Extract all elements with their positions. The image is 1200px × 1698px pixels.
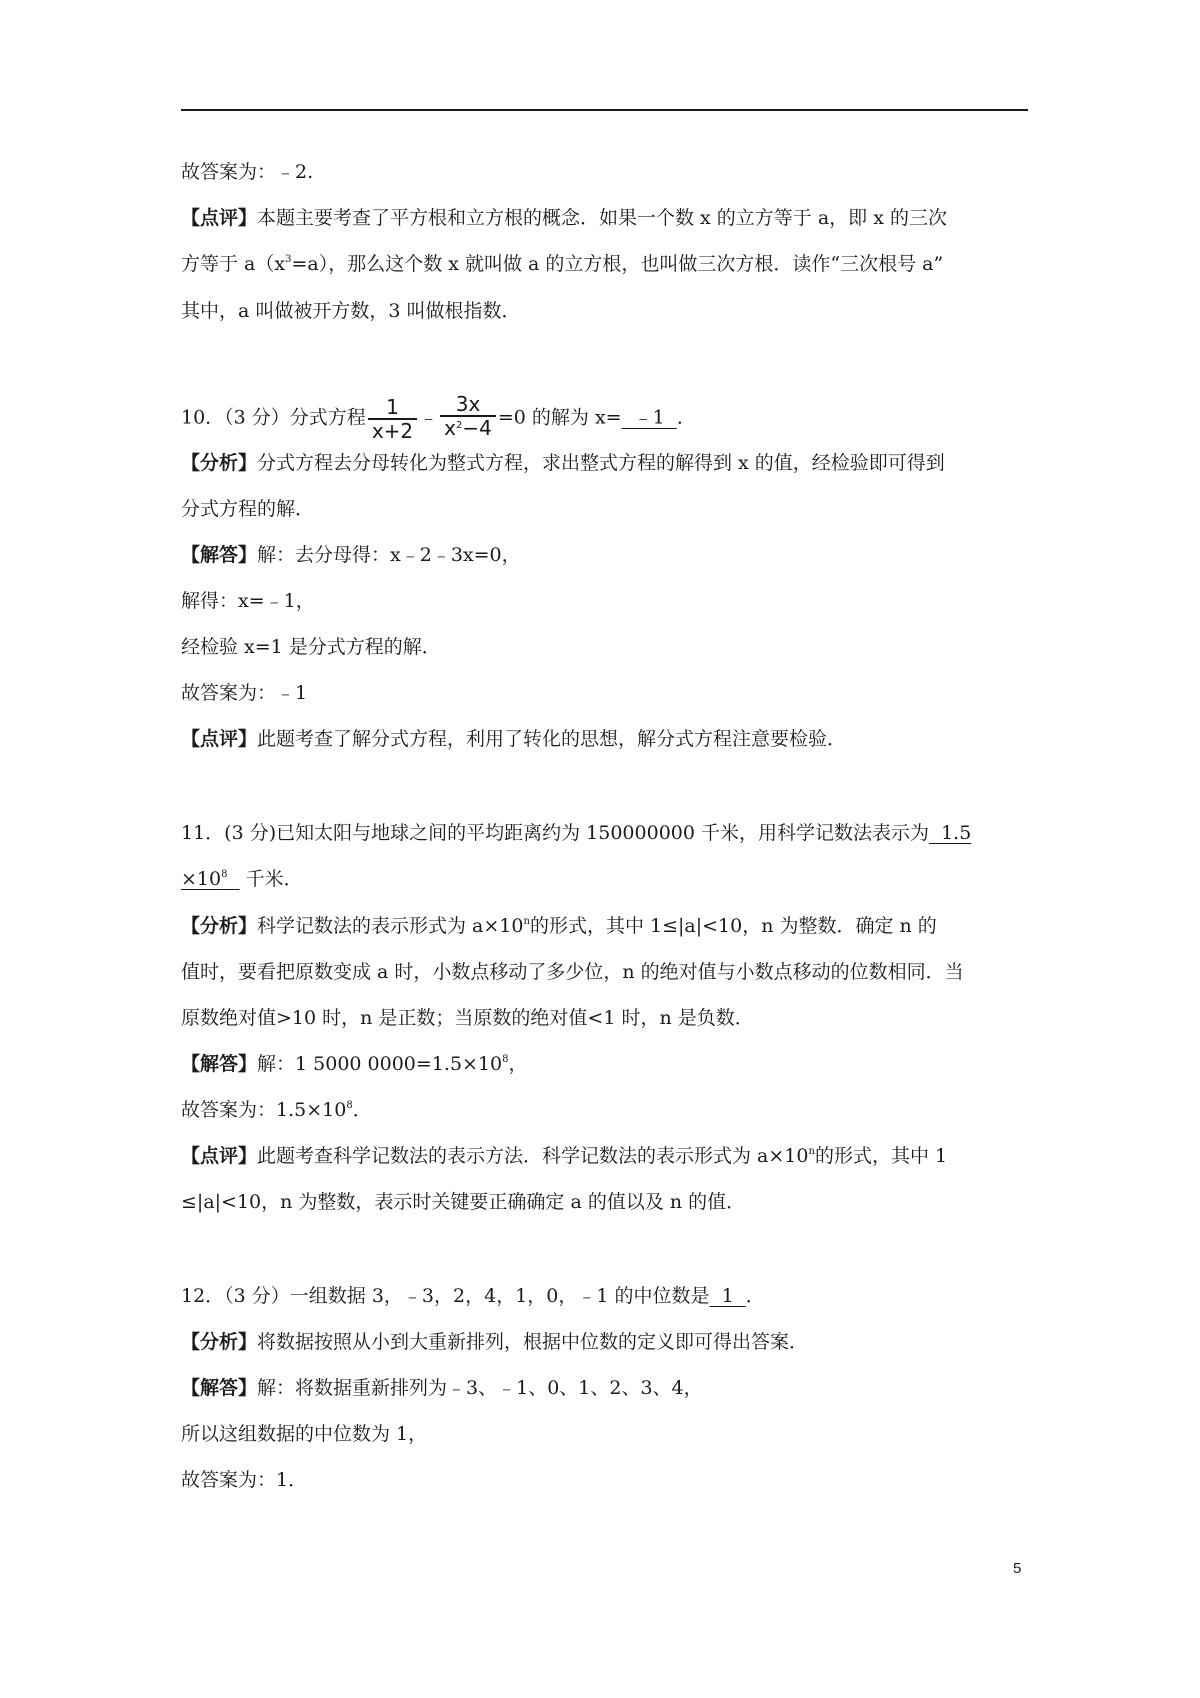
q10-solution-line-3: 经检验 x=1 是分式方程的解． xyxy=(181,636,441,658)
q9-review-line-1: 【点评】本题主要考查了平方根和立方根的概念．如果一个数 x 的立方等于 a，即 x 的三次 xyxy=(181,207,947,229)
fraction-2: $\frac{3x}{x^2-4}$ xyxy=(440,393,496,444)
analysis-tag: 【分析】 xyxy=(181,452,258,474)
review-tag: 【点评】 xyxy=(181,1145,258,1167)
q10-solution-line-2: 解得：x=﹣1， xyxy=(181,590,315,612)
review-tag: 【点评】 xyxy=(181,207,258,229)
q12-solution-line-1: 【解答】解：将数据重新排列为﹣3、﹣1、0、1、2、3、4， xyxy=(181,1377,703,1399)
answer-blank: 1 xyxy=(709,1285,746,1307)
q10-analysis-line-2: 分式方程的解． xyxy=(181,498,315,520)
q12-solution-line-2: 所以这组数据的中位数为 1， xyxy=(181,1423,428,1445)
q9-review-line-2: 方等于 $a(x^3=a)$，那么这个数 x 就叫做 a 的立方根，也叫做三次方根．读作“三次根号 a” xyxy=(181,253,944,275)
review-tag: 【点评】 xyxy=(181,728,258,750)
q12-answer: 故答案为：1． xyxy=(181,1469,308,1491)
answer-blank: $\times 10^8$ xyxy=(181,868,228,890)
solution-tag: 【解答】 xyxy=(181,544,258,566)
answer-blank: ﹣1 xyxy=(621,406,677,429)
q9-answer: 故答案为：﹣2. xyxy=(181,161,314,183)
q12-analysis-line-1: 【分析】将数据按照从小到大重新排列，根据中位数的定义即可得出答案． xyxy=(181,1331,809,1353)
header-rule xyxy=(181,109,1028,111)
solution-tag: 【解答】 xyxy=(181,1377,258,1399)
answer-blank: 1.5 xyxy=(929,822,972,844)
page-number: 5 xyxy=(1013,1560,1022,1577)
q10-stem: 10．（3 分）分式方程 $\frac{1}{x+2}$ ﹣ $\frac{3x}{x^2-4}$ =0 的解为 x= ﹣1 ． xyxy=(181,392,696,443)
q11-stem-line-2: $\times 10^8$ 千米． xyxy=(181,868,303,890)
q10-analysis-line-1: 【分析】分式方程去分母转化为整式方程，求出整式方程的解得到 x 的值，经检验即可得到 xyxy=(181,452,945,474)
q10-review-line-1: 【点评】此题考查了解分式方程，利用了转化的思想，解分式方程注意要检验． xyxy=(181,728,847,750)
solution-tag: 【解答】 xyxy=(181,1053,258,1075)
q11-answer: 故答案为：$1.5\times 10^8$． xyxy=(181,1099,372,1121)
analysis-tag: 【分析】 xyxy=(181,915,258,937)
q11-review-line-2: ≤|a|<10，n 为整数，表示时关键要正确确定 a 的值以及 n 的值． xyxy=(181,1191,746,1213)
analysis-tag: 【分析】 xyxy=(181,1331,258,1353)
q11-review-line-1: 【点评】此题考查科学记数法的表示方法．科学记数法的表示形式为 $a\times 10^n$的形式，其中 1 xyxy=(181,1145,948,1167)
q10-answer: 故答案为：﹣1 xyxy=(181,682,308,704)
q11-stem-line-1: 11．(3 分)已知太阳与地球之间的平均距离约为 150000000 千米，用科学记数法表示为 1.5 xyxy=(181,822,972,844)
q11-solution-line-1: 【解答】解：1 5000 $0000=1.5\times 10^8$， xyxy=(181,1053,528,1075)
q11-analysis-line-3: 原数绝对值>10 时，n 是正数；当原数的绝对值<1 时，n 是负数． xyxy=(181,1007,754,1029)
q10-solution-line-1: 【解答】解：去分母得：x﹣2﹣3x=0， xyxy=(181,544,521,566)
q12-stem: 12．（3 分）一组数据 3，﹣3，2，4，1，0，﹣1 的中位数是 1 ． xyxy=(181,1285,765,1307)
q11-analysis-line-2: 值时，要看把原数变成 a 时，小数点移动了多少位，n 的绝对值与小数点移动的位数相同．当 xyxy=(181,961,964,983)
q11-analysis-line-1: 【分析】科学记数法的表示形式为 $a\times 10^n$的形式，其中 1≤|a|<10，n 为整数．确定 n 的 xyxy=(181,915,937,937)
q9-review-line-3: 其中，a 叫做被开方数，3 叫做根指数． xyxy=(181,300,521,322)
fraction-1: $\frac{1}{x+2}$ xyxy=(368,396,417,442)
